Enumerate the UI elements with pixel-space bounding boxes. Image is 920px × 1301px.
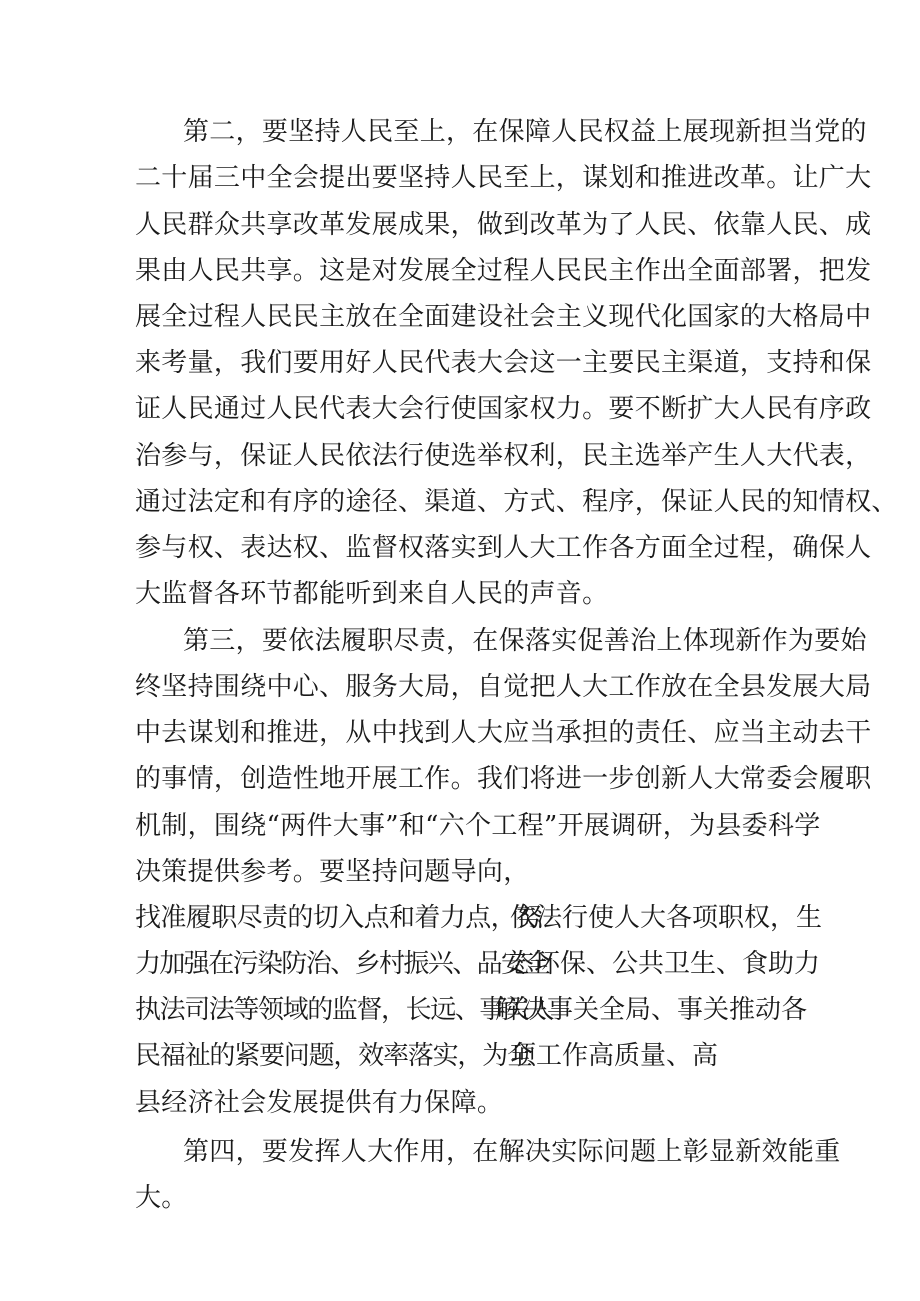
para3-col-left-4: 民福祉的紧要问题，效率落实，为全 bbox=[135, 1041, 532, 1071]
para2-line-7: 证人民通过人民代表大会行使国家权力。要不断扩大人民有序政 bbox=[135, 394, 872, 424]
para3-line-1: 第三，要依法履职尽责，在保落实促善治上体现新作为要始 bbox=[183, 626, 867, 656]
para3-line-3: 中去谋划和推进，从中找到人大应当承担的责任、应当主动去干 bbox=[135, 718, 872, 748]
para2-line-8: 治参与，保证人民依法行使选举权利，民主选举产生人大代表， bbox=[135, 441, 872, 471]
para3-col-right-3: 解决事关全局、事关推动各 bbox=[495, 995, 808, 1025]
para2-line-1: 第二，要坚持人民至上，在保障人民权益上展现新担当党的 bbox=[183, 117, 867, 147]
para3-col-right-1: 依法行使人大各项职权，生 bbox=[510, 903, 823, 933]
para3-col-left-3: 执法司法等领域的监督，长远、事关人 bbox=[135, 995, 554, 1025]
para3-col-right-4: 项工作高质量、高 bbox=[510, 1041, 719, 1071]
para2-line-10: 参与权、表达权、监督权落实到人大工作各方面全过程，确保人 bbox=[135, 533, 872, 563]
para3-line-6: 决策提供参考。要坚持问题导向， bbox=[135, 857, 530, 887]
para3-tail: 县经济社会发展提供有力保障。 bbox=[135, 1088, 504, 1118]
para3-line-4: 的事情，创造性地开展工作。我们将进一步创新人大常委会履职 bbox=[135, 764, 872, 794]
para3-col-right-2: 态环保、公共卫生、食助力 bbox=[508, 949, 821, 979]
para2-line-6: 来考量，我们要用好人民代表大会这一主要民主渠道，支持和保 bbox=[135, 348, 872, 378]
para3-line-2: 终坚持围绕中心、服务大局，自觉把人大工作放在全县发展大局 bbox=[135, 672, 872, 702]
para4-line-1: 第四，要发挥人大作用，在解决实际问题上彰显新效能重 bbox=[183, 1137, 841, 1167]
para2-line-9: 通过法定和有序的途径、渠道、方式、程序，保证人民的知情权、 bbox=[135, 487, 898, 517]
para2-line-2: 二十届三中全会提出要坚持人民至上，谋划和推进改革。让广大 bbox=[135, 163, 872, 193]
para3-line-5: 机制，围绕“两件大事”和“六个工程”开展调研，为县委科学 bbox=[135, 811, 821, 841]
para2-line-5: 展全过程人民民主放在全面建设社会主义现代化国家的大格局中 bbox=[135, 302, 872, 332]
para3-col-left-2: 力加强在污染防治、乡村振兴、品安全 bbox=[135, 949, 550, 979]
para2-line-3: 人民群众共享改革发展成果，做到改革为了人民、依靠人民、成 bbox=[135, 210, 872, 240]
para4-line-2: 大。 bbox=[135, 1183, 188, 1213]
para3-col-left-1: 找准履职尽责的切入点和着力点，努 bbox=[135, 903, 542, 933]
para2-line-11: 大监督各环节都能听到来自人民的声音。 bbox=[135, 579, 609, 609]
para2-line-4: 果由人民共享。这是对发展全过程人民民主作出全面部署，把发 bbox=[135, 256, 872, 286]
